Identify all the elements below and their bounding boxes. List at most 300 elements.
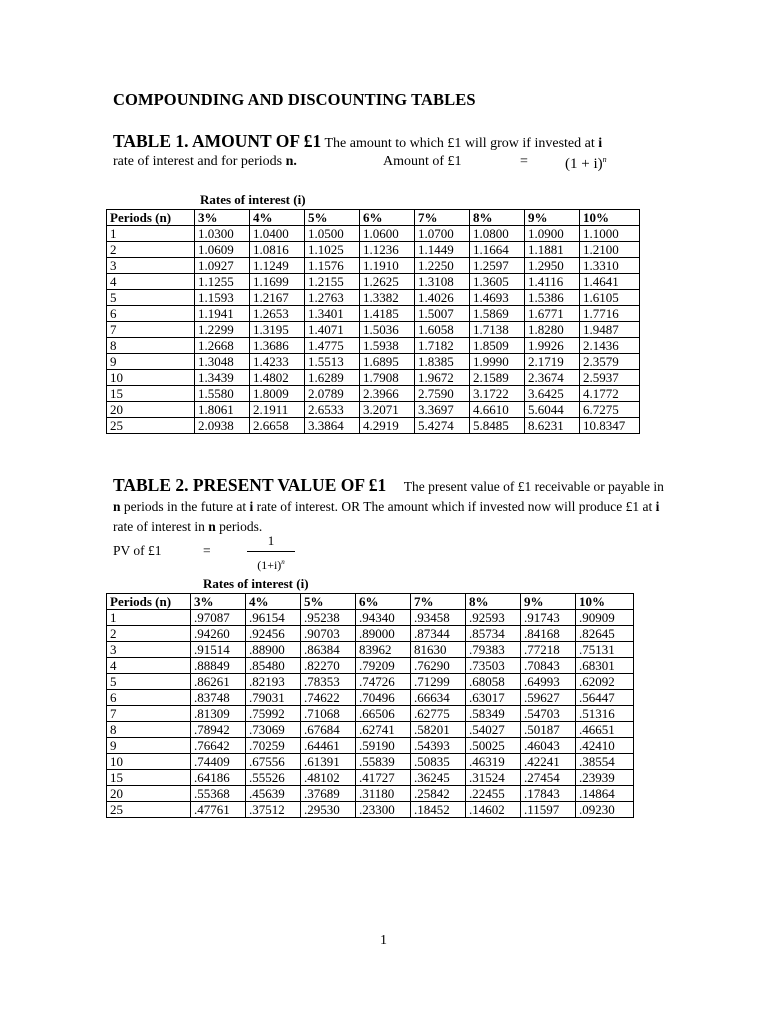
value-cell: 1.3310 xyxy=(580,258,640,274)
value-cell: .55526 xyxy=(246,770,301,786)
value-cell: .11597 xyxy=(521,802,576,818)
value-cell: 2.3966 xyxy=(360,386,415,402)
period-cell: 8 xyxy=(107,338,195,354)
value-cell: 1.4071 xyxy=(305,322,360,338)
column-header-rate: 7% xyxy=(411,594,466,610)
period-cell: 20 xyxy=(107,786,191,802)
pv-equals: = xyxy=(203,543,211,558)
value-cell: 1.5007 xyxy=(415,306,470,322)
fraction-denominator xyxy=(247,554,295,570)
table-row xyxy=(107,274,640,290)
value-cell: .46651 xyxy=(576,722,634,738)
value-cell: 1.2299 xyxy=(195,322,250,338)
table-row xyxy=(107,738,634,754)
value-cell: .94260 xyxy=(191,626,246,642)
discount-formula-fraction xyxy=(247,533,295,570)
column-header-periods: Periods (n) xyxy=(107,210,195,226)
value-cell: 1.1910 xyxy=(360,258,415,274)
column-header-rate: 10% xyxy=(580,210,640,226)
value-cell: 1.3195 xyxy=(250,322,305,338)
value-cell: .96154 xyxy=(246,610,301,626)
column-header-rate: 9% xyxy=(521,594,576,610)
value-cell: 2.6533 xyxy=(305,402,360,418)
period-cell: 9 xyxy=(107,354,195,370)
value-cell: 2.6658 xyxy=(250,418,305,434)
compound-formula-base: (1 + i) xyxy=(565,156,603,172)
value-cell: 2.1589 xyxy=(470,370,525,386)
value-cell: .71068 xyxy=(301,706,356,722)
value-cell: .74409 xyxy=(191,754,246,770)
table-row xyxy=(107,354,640,370)
column-header-periods: Periods (n) xyxy=(107,594,191,610)
value-cell: .79031 xyxy=(246,690,301,706)
value-cell: .86261 xyxy=(191,674,246,690)
table-row xyxy=(107,290,640,306)
value-cell: .76642 xyxy=(191,738,246,754)
value-cell: 1.1236 xyxy=(360,242,415,258)
value-cell: .78942 xyxy=(191,722,246,738)
value-cell: .78353 xyxy=(301,674,356,690)
table1-title: TABLE 1. AMOUNT OF £1 xyxy=(113,131,322,151)
table-row xyxy=(107,626,634,642)
value-cell: .54027 xyxy=(466,722,521,738)
value-cell: .95238 xyxy=(301,610,356,626)
period-cell: 25 xyxy=(107,802,191,818)
value-cell: 1.3108 xyxy=(415,274,470,290)
present-value-table xyxy=(106,593,634,818)
value-cell: 1.8385 xyxy=(415,354,470,370)
value-cell: 1.2950 xyxy=(525,258,580,274)
value-cell: .92456 xyxy=(246,626,301,642)
value-cell: .36245 xyxy=(411,770,466,786)
table2-desc-i2: i xyxy=(655,499,660,514)
column-header-rate: 4% xyxy=(246,594,301,610)
table1-desc-b: rate of interest and for periods xyxy=(113,154,286,169)
table-row xyxy=(107,642,634,658)
value-cell: 1.5869 xyxy=(470,306,525,322)
pv-label: PV of £1 xyxy=(113,543,162,558)
period-cell: 5 xyxy=(107,290,195,306)
value-cell: .42410 xyxy=(576,738,634,754)
value-cell: 1.3401 xyxy=(305,306,360,322)
period-cell: 5 xyxy=(107,674,191,690)
value-cell: 1.0300 xyxy=(195,226,250,242)
column-header-rate: 3% xyxy=(191,594,246,610)
period-cell: 7 xyxy=(107,322,195,338)
value-cell: .59190 xyxy=(356,738,411,754)
value-cell: 1.1664 xyxy=(470,242,525,258)
period-cell: 25 xyxy=(107,418,195,434)
value-cell: .90703 xyxy=(301,626,356,642)
value-cell: .68301 xyxy=(576,658,634,674)
value-cell: 1.3382 xyxy=(360,290,415,306)
value-cell: 1.1881 xyxy=(525,242,580,258)
value-cell: 2.1719 xyxy=(525,354,580,370)
table-row xyxy=(107,402,640,418)
value-cell: .47761 xyxy=(191,802,246,818)
period-cell: 7 xyxy=(107,706,191,722)
value-cell: 2.3674 xyxy=(525,370,580,386)
table-row xyxy=(107,258,640,274)
column-header-rate: 5% xyxy=(301,594,356,610)
value-cell: 3.3697 xyxy=(415,402,470,418)
value-cell: 5.6044 xyxy=(525,402,580,418)
value-cell: .46319 xyxy=(466,754,521,770)
value-cell: .77218 xyxy=(521,642,576,658)
value-cell: .50187 xyxy=(521,722,576,738)
value-cell: 1.6895 xyxy=(360,354,415,370)
column-header-rate: 8% xyxy=(470,210,525,226)
value-cell: .82270 xyxy=(301,658,356,674)
period-cell: 20 xyxy=(107,402,195,418)
value-cell: .55839 xyxy=(356,754,411,770)
table2-heading-block xyxy=(113,476,673,537)
value-cell: 1.0900 xyxy=(525,226,580,242)
table1-desc-i: i xyxy=(598,136,603,151)
value-cell: 1.1449 xyxy=(415,242,470,258)
value-cell: .91743 xyxy=(521,610,576,626)
value-cell: 1.4775 xyxy=(305,338,360,354)
value-cell: .25842 xyxy=(411,786,466,802)
value-cell: 4.6610 xyxy=(470,402,525,418)
value-cell: .89000 xyxy=(356,626,411,642)
table2-desc-a: The present value of £1 receivable or payable in xyxy=(403,479,664,494)
value-cell: 1.0400 xyxy=(250,226,305,242)
value-cell: 1.2155 xyxy=(305,274,360,290)
period-cell: 4 xyxy=(107,658,191,674)
table-row xyxy=(107,322,640,338)
value-cell: 1.1000 xyxy=(580,226,640,242)
value-cell: .64993 xyxy=(521,674,576,690)
value-cell: 1.1593 xyxy=(195,290,250,306)
value-cell: .37689 xyxy=(301,786,356,802)
value-cell: .92593 xyxy=(466,610,521,626)
column-header-rate: 5% xyxy=(305,210,360,226)
value-cell: .79209 xyxy=(356,658,411,674)
value-cell: 1.5036 xyxy=(360,322,415,338)
value-cell: .85734 xyxy=(466,626,521,642)
amount-label: Amount of £1 xyxy=(383,154,462,169)
table-row xyxy=(107,786,634,802)
value-cell: 5.4274 xyxy=(415,418,470,434)
period-cell: 15 xyxy=(107,386,195,402)
value-cell: .62092 xyxy=(576,674,634,690)
value-cell: .50835 xyxy=(411,754,466,770)
value-cell: 1.9672 xyxy=(415,370,470,386)
table1-rates-caption: Rates of interest (i) xyxy=(200,192,306,207)
value-cell: 1.8009 xyxy=(250,386,305,402)
table-row xyxy=(107,386,640,402)
value-cell: .64186 xyxy=(191,770,246,786)
table-row xyxy=(107,754,634,770)
value-cell: .62741 xyxy=(356,722,411,738)
value-cell: 1.2100 xyxy=(580,242,640,258)
value-cell: 1.2625 xyxy=(360,274,415,290)
table-row xyxy=(107,658,634,674)
period-cell: 6 xyxy=(107,690,191,706)
value-cell: .59627 xyxy=(521,690,576,706)
value-cell: 1.7182 xyxy=(415,338,470,354)
period-cell: 6 xyxy=(107,306,195,322)
value-cell: 1.0700 xyxy=(415,226,470,242)
table-row xyxy=(107,242,640,258)
value-cell: .68058 xyxy=(466,674,521,690)
value-cell: .61391 xyxy=(301,754,356,770)
value-cell: .71299 xyxy=(411,674,466,690)
period-cell: 8 xyxy=(107,722,191,738)
value-cell: 1.4185 xyxy=(360,306,415,322)
value-cell: 2.1436 xyxy=(580,338,640,354)
period-cell: 9 xyxy=(107,738,191,754)
table2-desc-n2: n xyxy=(208,519,216,534)
value-cell: .63017 xyxy=(466,690,521,706)
value-cell: .66506 xyxy=(356,706,411,722)
value-cell: 3.2071 xyxy=(360,402,415,418)
table-row xyxy=(107,226,640,242)
value-cell: .88849 xyxy=(191,658,246,674)
value-cell: .74726 xyxy=(356,674,411,690)
value-cell: 1.0609 xyxy=(195,242,250,258)
column-header-rate: 10% xyxy=(576,594,634,610)
value-cell: 1.9990 xyxy=(470,354,525,370)
value-cell: .50025 xyxy=(466,738,521,754)
column-header-rate: 8% xyxy=(466,594,521,610)
fraction-numerator: 1 xyxy=(267,533,275,548)
value-cell: .62775 xyxy=(411,706,466,722)
table-row xyxy=(107,338,640,354)
value-cell: 5.8485 xyxy=(470,418,525,434)
value-cell: 1.2167 xyxy=(250,290,305,306)
value-cell: 1.8061 xyxy=(195,402,250,418)
value-cell: 1.0800 xyxy=(470,226,525,242)
value-cell: .64461 xyxy=(301,738,356,754)
value-cell: .73503 xyxy=(466,658,521,674)
table-row xyxy=(107,706,634,722)
value-cell: .45639 xyxy=(246,786,301,802)
fraction-denominator-exponent: n xyxy=(281,558,285,566)
table-row xyxy=(107,306,640,322)
value-cell: .54393 xyxy=(411,738,466,754)
value-cell: .83748 xyxy=(191,690,246,706)
value-cell: .67556 xyxy=(246,754,301,770)
value-cell: 1.4233 xyxy=(250,354,305,370)
value-cell: 2.0789 xyxy=(305,386,360,402)
value-cell: .17843 xyxy=(521,786,576,802)
value-cell: .88900 xyxy=(246,642,301,658)
value-cell: 1.2653 xyxy=(250,306,305,322)
table-row xyxy=(107,674,634,690)
value-cell: .23300 xyxy=(356,802,411,818)
value-cell: .67684 xyxy=(301,722,356,738)
fraction-denominator-base: (1+i) xyxy=(257,558,282,572)
value-cell: 83962 xyxy=(356,642,411,658)
value-cell: 1.9487 xyxy=(580,322,640,338)
table2-desc-e: periods. xyxy=(215,519,263,534)
value-cell: 1.9926 xyxy=(525,338,580,354)
value-cell: 1.7716 xyxy=(580,306,640,322)
value-cell: 1.1249 xyxy=(250,258,305,274)
value-cell: .73069 xyxy=(246,722,301,738)
period-cell: 3 xyxy=(107,642,191,658)
period-cell: 2 xyxy=(107,626,191,642)
value-cell: 1.6058 xyxy=(415,322,470,338)
column-header-rate: 6% xyxy=(356,594,411,610)
value-cell: .54703 xyxy=(521,706,576,722)
value-cell: 81630 xyxy=(411,642,466,658)
value-cell: 1.7138 xyxy=(470,322,525,338)
table1-desc-n: n. xyxy=(285,154,297,169)
value-cell: 1.3686 xyxy=(250,338,305,354)
value-cell: 1.5580 xyxy=(195,386,250,402)
value-cell: 2.3579 xyxy=(580,354,640,370)
value-cell: .87344 xyxy=(411,626,466,642)
value-cell: .66634 xyxy=(411,690,466,706)
value-cell: .38554 xyxy=(576,754,634,770)
value-cell: .70259 xyxy=(246,738,301,754)
value-cell: 3.6425 xyxy=(525,386,580,402)
value-cell: 1.5513 xyxy=(305,354,360,370)
value-cell: 1.6289 xyxy=(305,370,360,386)
period-cell: 10 xyxy=(107,754,191,770)
value-cell: 1.3048 xyxy=(195,354,250,370)
table1-desc-a: The amount to which £1 will grow if invested at xyxy=(321,136,599,151)
value-cell: 1.1576 xyxy=(305,258,360,274)
value-cell: .37512 xyxy=(246,802,301,818)
value-cell: 1.4116 xyxy=(525,274,580,290)
value-cell: 1.4641 xyxy=(580,274,640,290)
table2-title: TABLE 2. PRESENT VALUE OF £1 xyxy=(113,475,387,495)
value-cell: 1.3605 xyxy=(470,274,525,290)
value-cell: .70496 xyxy=(356,690,411,706)
value-cell: .85480 xyxy=(246,658,301,674)
value-cell: 2.5937 xyxy=(580,370,640,386)
value-cell: .41727 xyxy=(356,770,411,786)
value-cell: .31524 xyxy=(466,770,521,786)
period-cell: 1 xyxy=(107,226,195,242)
table-row xyxy=(107,802,634,818)
value-cell: 1.8509 xyxy=(470,338,525,354)
value-cell: .46043 xyxy=(521,738,576,754)
value-cell: .58349 xyxy=(466,706,521,722)
value-cell: 1.4026 xyxy=(415,290,470,306)
compound-formula-exponent: n xyxy=(602,155,607,164)
value-cell: .70843 xyxy=(521,658,576,674)
value-cell: 4.1772 xyxy=(580,386,640,402)
value-cell: .14864 xyxy=(576,786,634,802)
value-cell: .58201 xyxy=(411,722,466,738)
value-cell: .42241 xyxy=(521,754,576,770)
period-cell: 4 xyxy=(107,274,195,290)
value-cell: 10.8347 xyxy=(580,418,640,434)
table-header-row xyxy=(107,210,640,226)
value-cell: .94340 xyxy=(356,610,411,626)
table-row xyxy=(107,418,640,434)
table-row xyxy=(107,370,640,386)
value-cell: 1.0816 xyxy=(250,242,305,258)
value-cell: 1.1699 xyxy=(250,274,305,290)
value-cell: .29530 xyxy=(301,802,356,818)
value-cell: .74622 xyxy=(301,690,356,706)
value-cell: 1.6771 xyxy=(525,306,580,322)
table-header-row xyxy=(107,594,634,610)
value-cell: .86384 xyxy=(301,642,356,658)
value-cell: 6.7275 xyxy=(580,402,640,418)
document-title: COMPOUNDING AND DISCOUNTING TABLES xyxy=(113,90,476,109)
value-cell: 1.0500 xyxy=(305,226,360,242)
period-cell: 2 xyxy=(107,242,195,258)
value-cell: 1.2763 xyxy=(305,290,360,306)
value-cell: 2.7590 xyxy=(415,386,470,402)
column-header-rate: 4% xyxy=(250,210,305,226)
value-cell: 1.3439 xyxy=(195,370,250,386)
value-cell: .81309 xyxy=(191,706,246,722)
table1-equals: = xyxy=(520,154,528,169)
table2-desc-n1: n xyxy=(113,499,121,514)
column-header-rate: 7% xyxy=(415,210,470,226)
fraction-bar xyxy=(247,551,295,552)
value-cell: .82645 xyxy=(576,626,634,642)
value-cell: .93458 xyxy=(411,610,466,626)
amount-table xyxy=(106,209,640,434)
value-cell: 1.8280 xyxy=(525,322,580,338)
table-row xyxy=(107,770,634,786)
value-cell: .55368 xyxy=(191,786,246,802)
value-cell: 2.1911 xyxy=(250,402,305,418)
period-cell: 15 xyxy=(107,770,191,786)
value-cell: 1.2597 xyxy=(470,258,525,274)
value-cell: 1.1025 xyxy=(305,242,360,258)
value-cell: .31180 xyxy=(356,786,411,802)
compound-formula xyxy=(565,149,607,175)
page-number: 1 xyxy=(380,933,387,948)
value-cell: 1.6105 xyxy=(580,290,640,306)
value-cell: .75992 xyxy=(246,706,301,722)
value-cell: .97087 xyxy=(191,610,246,626)
value-cell: 1.4802 xyxy=(250,370,305,386)
value-cell: .91514 xyxy=(191,642,246,658)
value-cell: .22455 xyxy=(466,786,521,802)
value-cell: 3.3864 xyxy=(305,418,360,434)
value-cell: .48102 xyxy=(301,770,356,786)
value-cell: 1.5386 xyxy=(525,290,580,306)
period-cell: 1 xyxy=(107,610,191,626)
table-row xyxy=(107,722,634,738)
value-cell: 2.0938 xyxy=(195,418,250,434)
value-cell: .76290 xyxy=(411,658,466,674)
value-cell: 1.2668 xyxy=(195,338,250,354)
table2-desc-c: rate of interest. OR The amount which if invested now will produce £1 at xyxy=(253,499,656,514)
value-cell: 1.1255 xyxy=(195,274,250,290)
value-cell: .09230 xyxy=(576,802,634,818)
table-row xyxy=(107,690,634,706)
column-header-rate: 6% xyxy=(360,210,415,226)
value-cell: 8.6231 xyxy=(525,418,580,434)
table2-rates-caption: Rates of interest (i) xyxy=(203,576,309,591)
column-header-rate: 3% xyxy=(195,210,250,226)
value-cell: .90909 xyxy=(576,610,634,626)
value-cell: .27454 xyxy=(521,770,576,786)
value-cell: 1.7908 xyxy=(360,370,415,386)
value-cell: 1.0600 xyxy=(360,226,415,242)
value-cell: 1.1941 xyxy=(195,306,250,322)
value-cell: 4.2919 xyxy=(360,418,415,434)
table-row xyxy=(107,610,634,626)
value-cell: .56447 xyxy=(576,690,634,706)
value-cell: .18452 xyxy=(411,802,466,818)
value-cell: 1.2250 xyxy=(415,258,470,274)
table2-desc-b: periods in the future at xyxy=(120,499,250,514)
value-cell: .75131 xyxy=(576,642,634,658)
